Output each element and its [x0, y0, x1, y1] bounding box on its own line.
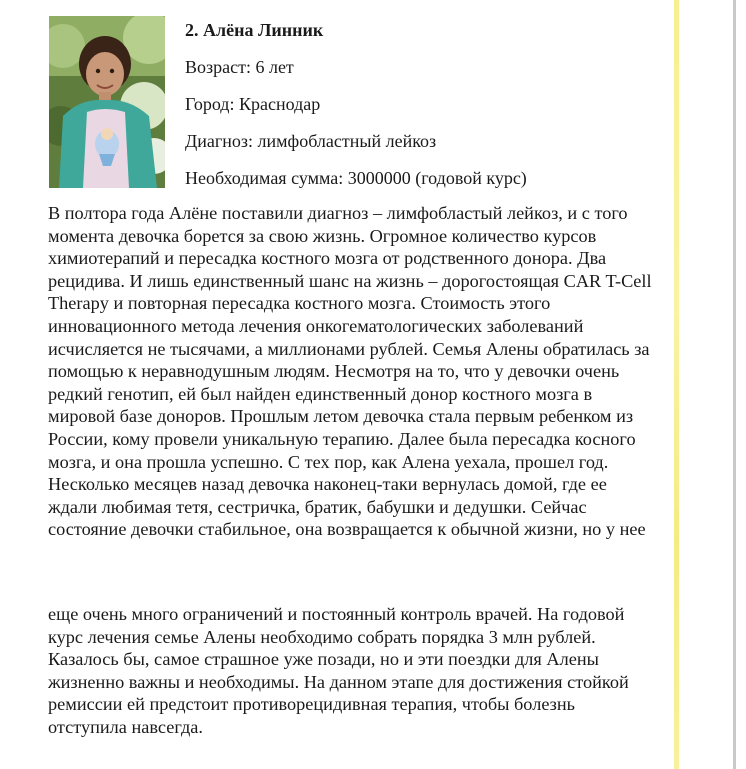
child-portrait-icon [49, 16, 165, 188]
story-line: ремиссии ей предстоит противорецидивная терапия, чтобы болезнь [48, 694, 576, 715]
story-line: помощью к неравнодушным людям. Несмотря на то, что у девочки очень [48, 361, 620, 382]
story-line: еще очень много ограничений и постоянный контроль врачей. На годовой [48, 604, 625, 624]
story-line: курс лечения семье Алены необходимо собрать порядка 3 млн рублей. [48, 626, 596, 647]
story-line: Казалось бы, самое страшное уже позади, но и эти поездки для Алены [48, 649, 599, 670]
story-line: рецидива. И лишь единственный шанс на жизнь – дорогостоящая CAR T-Cell [48, 270, 652, 291]
story-line: Therapy и повторная пересадка костного мозга. Стоимость этого [48, 293, 551, 314]
story-line: исчисляется не тысячами, а миллионами рублей. Семья Алены обратилась за [48, 338, 650, 359]
profile-city: Город: Краснодар [185, 94, 321, 114]
story-line: Несколько месяцев назад девочка наконец-таки вернулась домой, где ее [48, 474, 607, 495]
story-line: химиотерапий и пересадка костного мозга от родственного донора. Два [48, 248, 607, 269]
story-line: ждали любимая тетя, сестричка, братик, бабушки и дедушки. Сейчас [48, 496, 587, 517]
child-photo [49, 16, 165, 188]
story-line: отступила навсегда. [48, 716, 203, 737]
profile-name: 2. Алёна Линник [185, 20, 324, 40]
story-paragraph-1 [48, 202, 718, 541]
story-line: мировой базе доноров. Прошлым летом девочка стала первым ребенком из [48, 406, 634, 427]
story-line: момента девочка борется за свою жизнь. Огромное количество курсов [48, 225, 597, 246]
scan-edge-line [733, 0, 736, 769]
profile-age: Возраст: 6 лет [185, 57, 294, 77]
profile-amount: Необходимая сумма: 3000000 (годовой курс) [185, 168, 527, 188]
story-line: инновационного метода лечения онкогематологических заболеваний [48, 315, 584, 336]
story-line: редкий генотип, ей был найден единственный донор костного мозга в [48, 383, 593, 404]
story-line: состояние девочки стабильное, она возвращается к обычной жизни, но у нее [48, 519, 646, 540]
profile-diagnosis: Диагноз: лимфобластный лейкоз [185, 131, 437, 151]
story-paragraph-2 [48, 603, 718, 739]
story-line: В полтора года Алёне поставили диагноз – лимфобластый лейкоз, и с того [48, 203, 628, 223]
story-line: мозга, и она прошла успешно. С тех пор, как Алена уехала, прошел год. [48, 451, 609, 472]
story-line: жизненно важны и необходимы. На данном этапе для достижения стойкой [48, 671, 629, 692]
story-line: России, кому провели уникальную терапию. Далее была пересадка косного [48, 428, 636, 449]
